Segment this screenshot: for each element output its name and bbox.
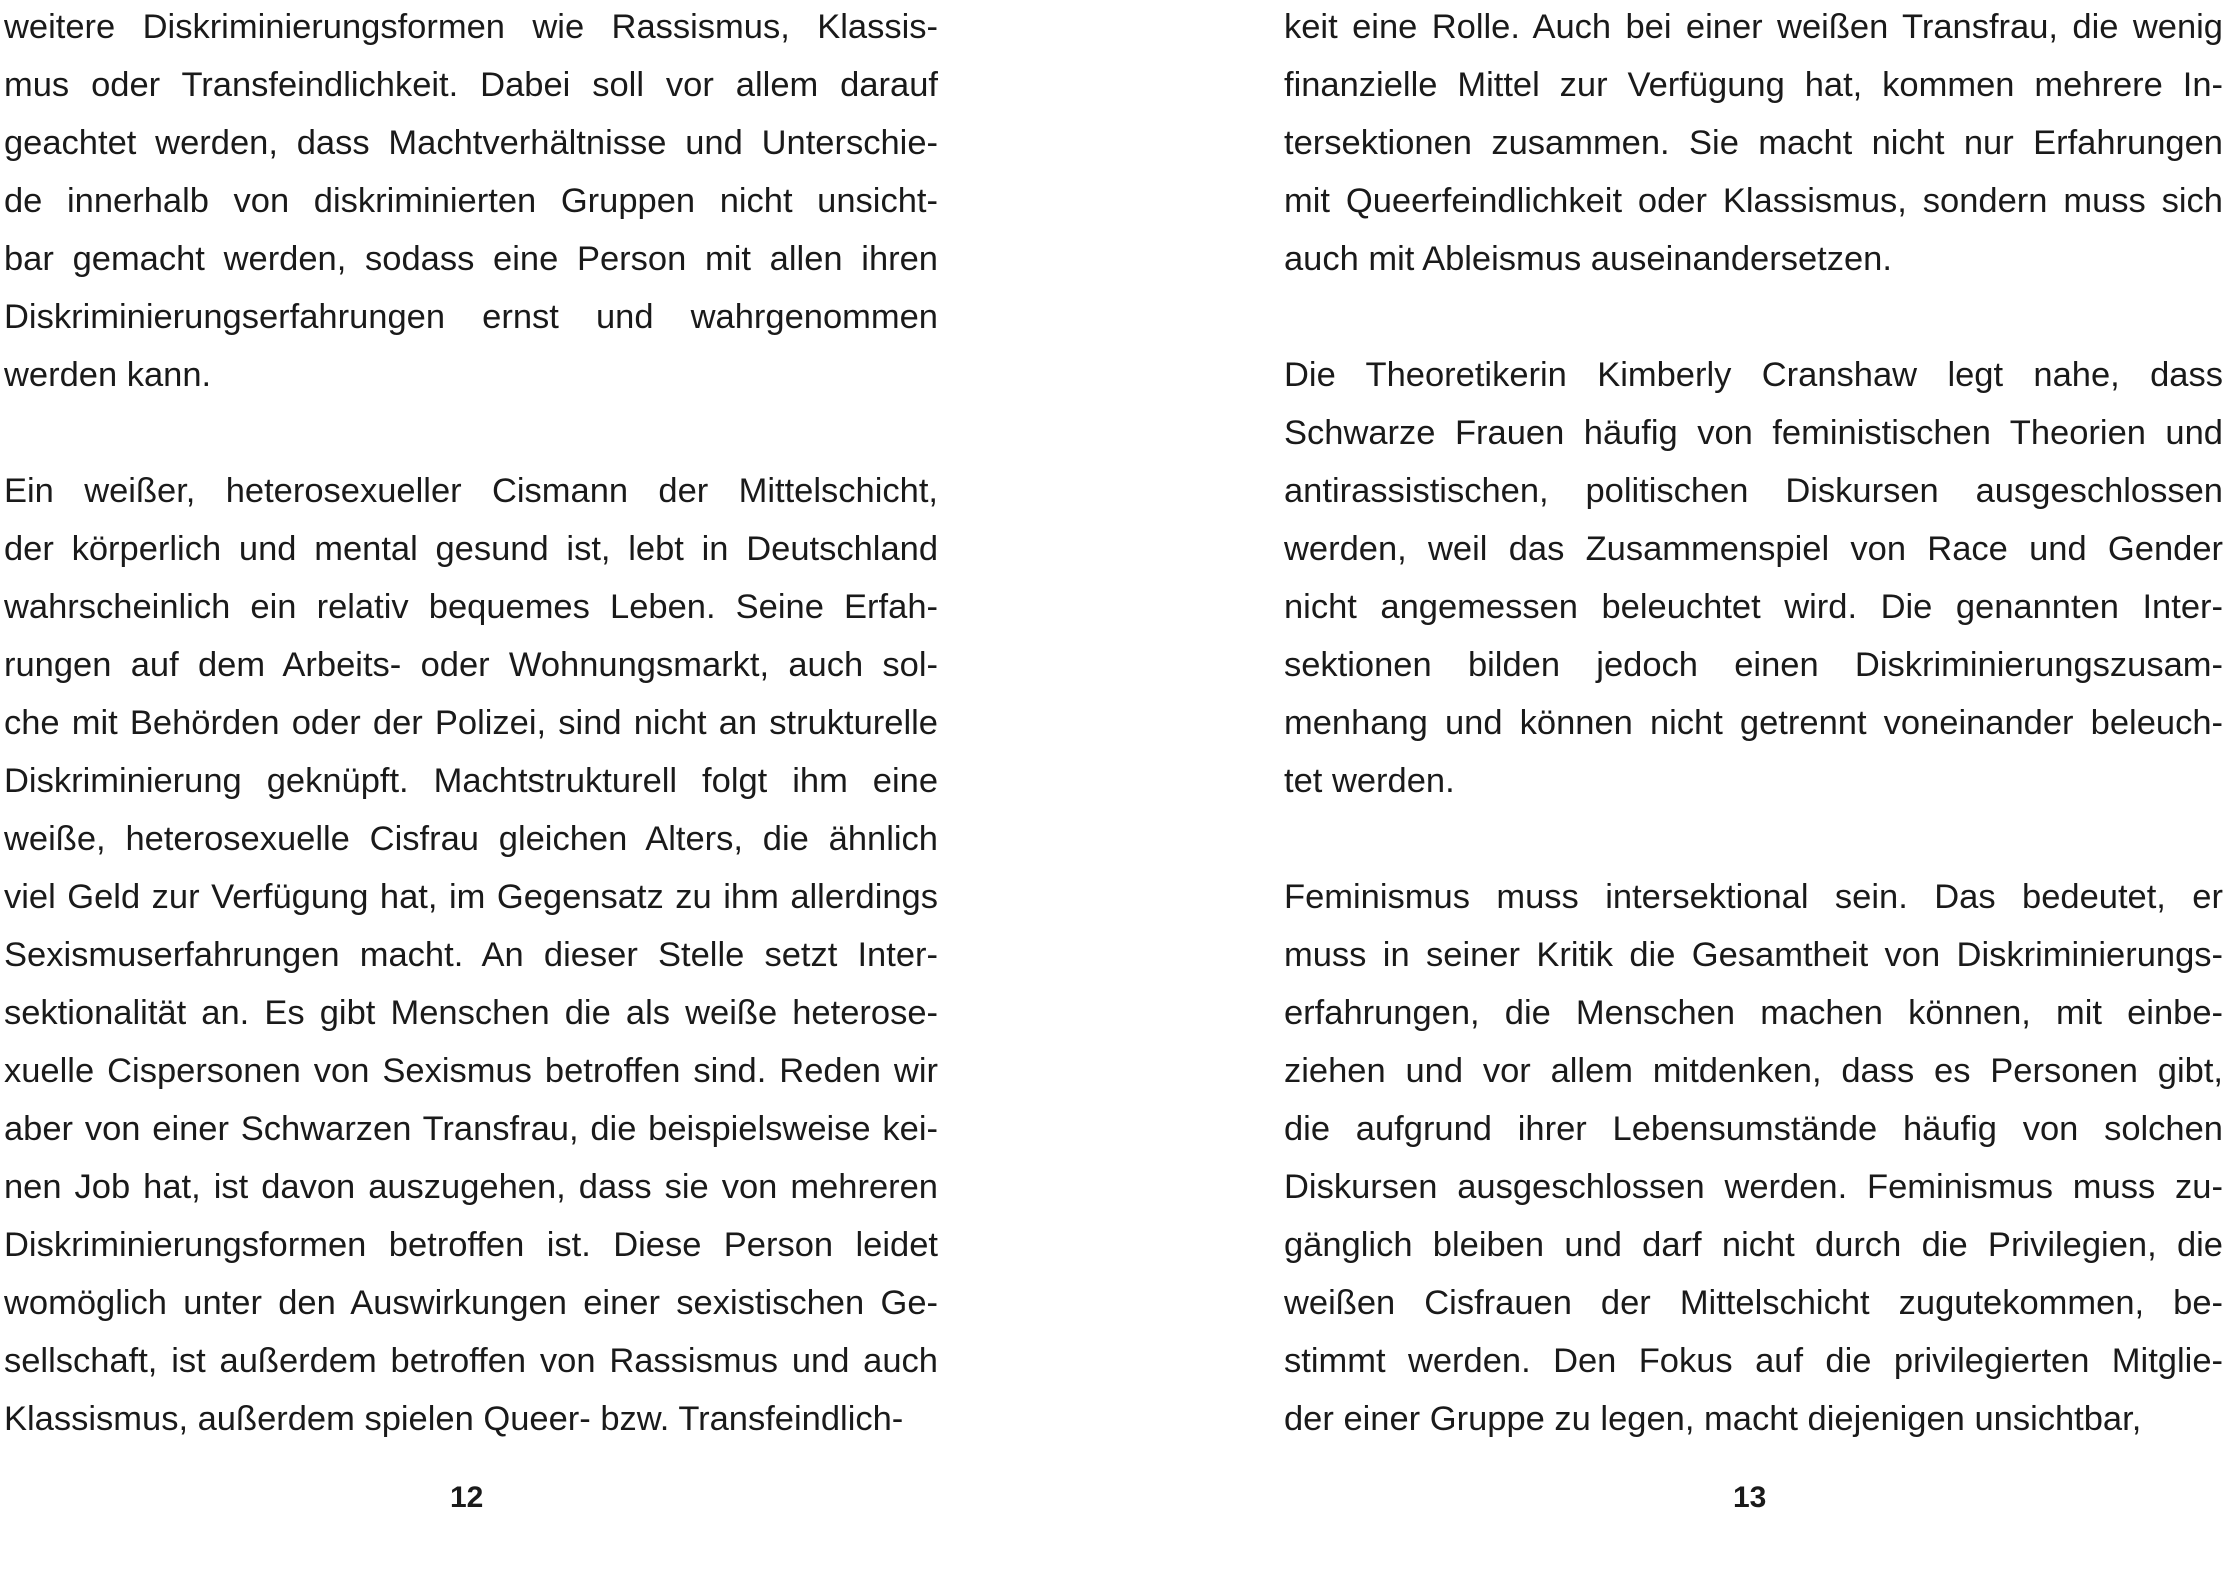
text-line: de innerhalb von diskriminierten Gruppen nicht unsicht- — [4, 182, 938, 220]
text-line: menhang und können nicht getrennt voneinander beleuch- — [1284, 704, 2223, 742]
text-line: xuelle Cispersonen von Sexismus betroffen sind. Reden wir — [4, 1052, 938, 1090]
text-line: Feminismus muss intersektional sein. Das bedeutet, er — [1284, 878, 2223, 916]
text-line: mit Queerfeindlichkeit oder Klassismus, sondern muss sich — [1284, 182, 2223, 220]
text-line: nicht angemessen beleuchtet wird. Die genannten Inter- — [1284, 588, 2223, 626]
text-line: geachtet werden, dass Machtverhältnisse und Unterschie- — [4, 124, 938, 162]
page-number-right: 13 — [1733, 1481, 1767, 1514]
text-line: finanzielle Mittel zur Verfügung hat, kommen mehrere In- — [1284, 66, 2223, 104]
text-line: stimmt werden. Den Fokus auf die privilegierten Mitglie- — [1284, 1342, 2223, 1380]
text-line: bar gemacht werden, sodass eine Person mit allen ihren — [4, 240, 938, 278]
paragraph — [1284, 868, 2223, 1448]
paragraph — [4, 462, 938, 1448]
text-line: aber von einer Schwarzen Transfrau, die beispielsweise kei- — [4, 1110, 938, 1148]
text-line: womöglich unter den Auswirkungen einer sexistischen Ge- — [4, 1284, 938, 1322]
text-line: Ein weißer, heterosexueller Cismann der Mittelschicht, — [4, 472, 938, 510]
text-line: Diskriminierung geknüpft. Machtstrukturell folgt ihm eine — [4, 762, 938, 800]
paragraph — [1284, 0, 2223, 288]
text-line: wahrscheinlich ein relativ bequemes Leben. Seine Erfah- — [4, 588, 938, 626]
text-line: sektionen bilden jedoch einen Diskriminierungszusam- — [1284, 646, 2223, 684]
text-line: tet werden. — [1284, 762, 1455, 800]
text-line: weiße, heterosexuelle Cisfrau gleichen Alters, die ähnlich — [4, 820, 938, 858]
text-line: Diskriminierungserfahrungen ernst und wahrgenommen — [4, 298, 938, 336]
text-line: mus oder Transfeindlichkeit. Dabei soll vor allem darauf — [4, 66, 938, 104]
text-line: werden, weil das Zusammenspiel von Race und Gender — [1284, 530, 2223, 568]
right-text-column — [1284, 0, 2223, 1448]
text-line: weißen Cisfrauen der Mittelschicht zugutekommen, be- — [1284, 1284, 2223, 1322]
text-line: rungen auf dem Arbeits- oder Wohnungsmarkt, auch sol- — [4, 646, 938, 684]
text-line: muss in seiner Kritik die Gesamtheit von Diskriminierungs- — [1284, 936, 2223, 974]
text-line: der körperlich und mental gesund ist, lebt in Deutschland — [4, 530, 938, 568]
paragraph — [1284, 346, 2223, 810]
text-line: gänglich bleiben und darf nicht durch die Privilegien, die — [1284, 1226, 2223, 1264]
text-line: die aufgrund ihrer Lebensumstände häufig von solchen — [1284, 1110, 2223, 1148]
text-line: antirassistischen, politischen Diskursen ausgeschlossen — [1284, 472, 2223, 510]
text-line: weitere Diskriminierungsformen wie Rassismus, Klassis- — [4, 8, 938, 46]
text-line: Diskriminierungsformen betroffen ist. Diese Person leidet — [4, 1226, 938, 1264]
text-line: erfahrungen, die Menschen machen können, mit einbe- — [1284, 994, 2223, 1032]
text-line: Die Theoretikerin Kimberly Cranshaw legt nahe, dass — [1284, 356, 2223, 394]
text-line: werden kann. — [4, 356, 212, 394]
text-line: der einer Gruppe zu legen, macht diejenigen unsichtbar, — [1284, 1400, 2142, 1438]
text-line: nen Job hat, ist davon auszugehen, dass sie von mehreren — [4, 1168, 938, 1206]
left-page — [0, 0, 1110, 1574]
text-line: che mit Behörden oder der Polizei, sind nicht an strukturelle — [4, 704, 938, 742]
text-line: ziehen und vor allem mitdenken, dass es Personen gibt, — [1284, 1052, 2223, 1090]
text-line: sektionalität an. Es gibt Menschen die als weiße heterose- — [4, 994, 938, 1032]
right-page — [1110, 0, 2223, 1574]
left-text-column — [4, 0, 938, 1448]
text-line: sellschaft, ist außerdem betroffen von Rassismus und auch — [4, 1342, 938, 1380]
text-line: viel Geld zur Verfügung hat, im Gegensatz zu ihm allerdings — [4, 878, 938, 916]
text-line: tersektionen zusammen. Sie macht nicht nur Erfahrungen — [1284, 124, 2223, 162]
text-line: keit eine Rolle. Auch bei einer weißen Transfrau, die wenig — [1284, 8, 2223, 46]
text-line: Sexismuserfahrungen macht. An dieser Stelle setzt Inter- — [4, 936, 938, 974]
paragraph — [4, 0, 938, 404]
text-line: auch mit Ableismus auseinandersetzen. — [1284, 240, 1892, 278]
text-line: Schwarze Frauen häufig von feministischen Theorien und — [1284, 414, 2223, 452]
text-line: Klassismus, außerdem spielen Queer- bzw. Transfeindlich- — [4, 1400, 904, 1438]
page-number-left: 12 — [450, 1481, 484, 1514]
text-line: Diskursen ausgeschlossen werden. Feminismus muss zu- — [1284, 1168, 2223, 1206]
